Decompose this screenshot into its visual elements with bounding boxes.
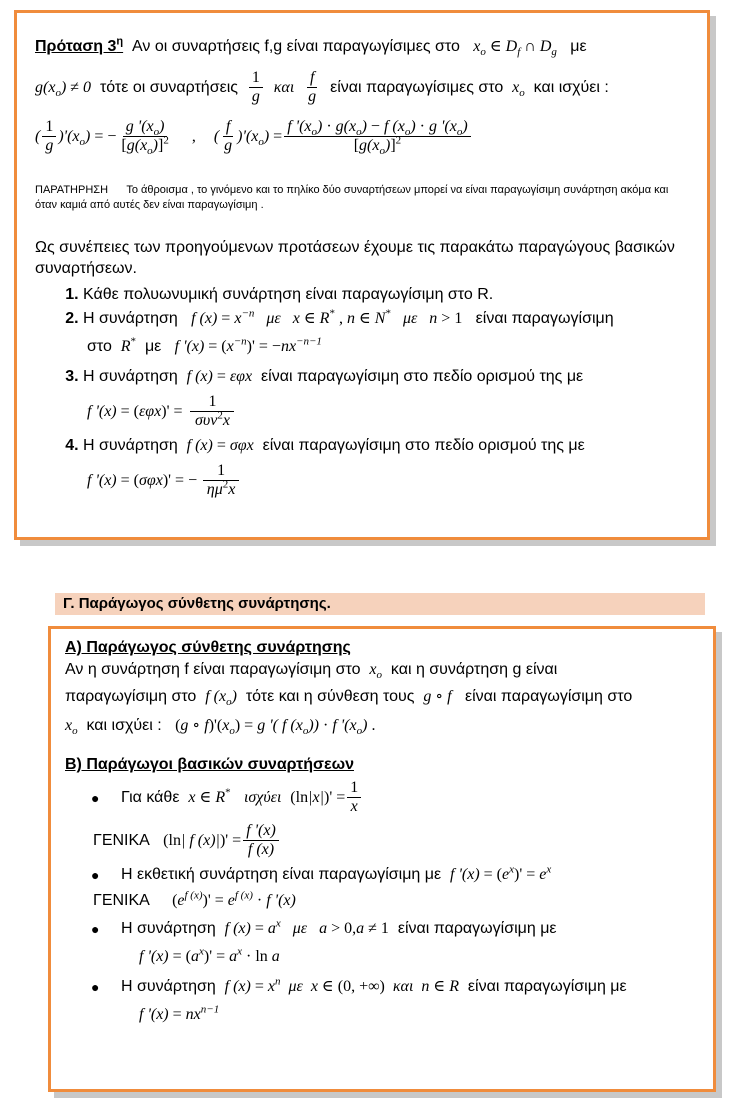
section-a-line-1: Αν η συνάρτηση f είναι παραγωγίσιμη στο $x_o$ και η συνάρτηση g είναι — [65, 661, 558, 682]
bullet-power-n: ● Η συνάρτηση f $(x) = x^n$ με x ∈ (0, +∞) και n ∈ R είναι παραγωγίσιμη με — [91, 975, 627, 995]
composite-derivative-box — [48, 626, 716, 1092]
frac-f-over-g: $\frac{f}{g}$ — [308, 69, 317, 105]
section-a-line-2: παραγωγίσιμη στο f $(x_o)$ τότε και η σύνθεση τους g ∘ f είναι παραγωγίσιμη στο — [65, 688, 633, 709]
derivatives-list — [35, 283, 689, 499]
frac-1-over-g: $\frac{1}{g}$ — [249, 69, 263, 106]
consequences-text: Ως συνέπειες των προηγούμενων προτάσεων έχουμε τις παρακάτω παραγώγους βασικών συναρτήσεων. — [35, 239, 675, 277]
proposition-box — [14, 10, 710, 540]
proposition-line-2: $g(x_o) \ne 0$ τότε οι συναρτήσεις $\frac{1}{g}$ και $\frac{f}{g}$ είναι παραγωγίσιμες στο $x_o$ και ισχύει : — [35, 69, 609, 105]
list-item: 2. Η συνάρτηση f $(x) = x^{-n}$ με x ∈ R* , n ∈ N* με n > 1 είναι παραγωγίσιμη στο R* με f '$(x) = (x^{-n})' = -nx^{-n-1}$ — [83, 307, 689, 359]
section-a-title: Α) Παράγωγος σύνθετης συνάρτησης — [65, 639, 351, 656]
section-a-line-3: $x_o$ και ισχύει : (g ∘ $f)'(x_o) = g$ '( f $(x_o)) \cdot f$ '$(x_o)$ . — [65, 717, 376, 738]
bullet-ln: ● Για κάθε x ∈ R* ισχύει (ln|x|)' = $\frac{1}{x}$ — [91, 779, 699, 816]
section-header-composite: Γ. Παράγωγος σύνθετης συνάρτησης. — [55, 593, 705, 615]
quotient-derivative-fraction: $\frac{f '(x_o) \cdot g(x_o) - f (x_o) \cdot g '(x_o)}{[g(x_o)]^2}$ — [284, 118, 470, 155]
intro-text: Αν οι συναρτήσεις f,g είναι παραγωγίσιμες στο — [132, 38, 460, 55]
remark-note: ΠΑΡΑΤΗΡΗΣΗ Το άθροισμα , το γινόμενο και το πηλίκο δύο συναρτήσεων μπορεί να είναι παραγωγίσιμη συνάρτηση ακόμα και όταν καμιά από αυτές δεν είναι παραγωγίσιμη . — [35, 184, 669, 211]
bullet-exp: ● Η εκθετική συνάρτηση είναι παραγωγίσιμη με f '$(x) = (e^x)' = e^x$ — [91, 863, 552, 883]
general-ln: ΓΕΝΙΚΑ (ln| f (x)|)' = $\frac{f '(x)}{f (x)}$ — [93, 822, 699, 859]
power-a-formula: f '$(x) = (a^x)' = a^x \cdot \ln a$ — [139, 945, 280, 965]
proposition-intro-line — [35, 37, 689, 57]
general-exp: ΓΕΝΙΚΑ $(e^{f (x)})' = e^{f (x)} \cdot f$ '(x) — [93, 889, 296, 909]
bullet-power-a: ● Η συνάρτηση f $(x) = a^x$ με a > 0,a ≠ 1 είναι παραγωγίσιμη με — [91, 917, 557, 937]
power-n-formula: f '$(x) = nx^{n-1}$ — [139, 1003, 220, 1023]
list-item: 1. Κάθε πολυωνυμική συνάρτηση είναι παραγωγίσιμη στο R. — [83, 283, 689, 307]
intro-condition: $x_o$ ∈ $D_f$ ∩ $D_g$ — [473, 38, 557, 59]
intro-me: με — [570, 38, 587, 55]
list-item: 3. Η συνάρτηση f (x) = εφx είναι παραγωγίσιμη στο πεδίο ορισμού της με f '(x) = (εφx)' = $\frac{1}{\sigma\upsilon\nu^2x}$ — [83, 365, 689, 430]
g-nonzero: $g(x_o) \ne 0$ — [35, 78, 92, 99]
list-item: 4. Η συνάρτηση f (x) = σφx είναι παραγωγίσιμη στο πεδίο ορισμού της με f '(x) = (σφx)' = − $\frac{1}{\eta\mu^2x}$ — [83, 434, 689, 499]
reciprocal-derivative-fraction: $\frac{g '(x_o)}{[g(x_o)]^2}$ — [121, 118, 169, 158]
line2-text-2: είναι παραγωγίσιμες στο — [330, 78, 504, 96]
line2-text-3: και ισχύει : — [533, 78, 609, 96]
chain-rule-formula: (g ∘ $f)'(x_o) = g$ '( f $(x_o)) \cdot f$ '$(x_o)$ . — [175, 717, 376, 738]
quotient-formulas: ( $\frac{1}{g}$ )'$(x_o)$ = − $\frac{g '(x_o)}{[g(x_o)]^2}$ , ( $\frac{f}{g}$ )'$(x_o)$ = $\frac{f '(x_o) \cdot g(x_o) - f (x_o) \cdot g '(x_o)}{[g(x_o)]^2}$ — [35, 118, 689, 155]
proposition-heading: Πρόταση $3^\eta$ — [35, 35, 124, 55]
line2-text: τότε οι συναρτήσεις — [99, 78, 238, 96]
kai-word: και — [273, 78, 295, 96]
section-b-title: Β) Παράγωγοι βασικών συναρτήσεων — [65, 756, 354, 773]
